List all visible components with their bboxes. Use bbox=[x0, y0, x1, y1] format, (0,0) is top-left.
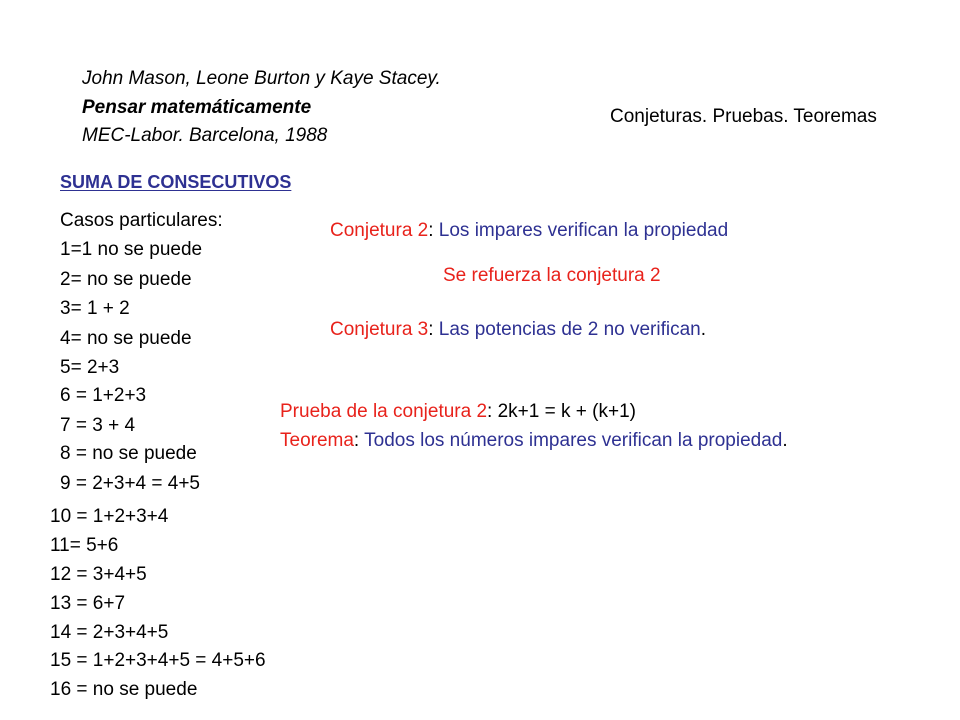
conjecture-2-label: Conjetura 2 bbox=[330, 220, 429, 241]
case-item: 5= 2+3 bbox=[60, 357, 120, 378]
proof-separator: : bbox=[487, 401, 498, 422]
proof-line bbox=[280, 402, 636, 421]
theorem-separator: : bbox=[353, 430, 365, 451]
case-item: 11= 5+6 bbox=[50, 535, 119, 556]
section-tag: Conjeturas. Pruebas. Teoremas bbox=[610, 106, 877, 127]
case-item: 9 = 2+3+4 = 4+5 bbox=[60, 473, 200, 494]
case-item: 3= 1 + 2 bbox=[60, 298, 130, 319]
case-item: 13 = 6+7 bbox=[50, 593, 126, 614]
conjecture-2 bbox=[330, 221, 728, 240]
conjecture-3 bbox=[330, 320, 706, 339]
case-item: 7 = 3 + 4 bbox=[60, 415, 136, 436]
case-item: 10 = 1+2+3+4 bbox=[50, 506, 169, 527]
proof-label: Prueba de la conjetura 2 bbox=[280, 401, 488, 422]
reinforce-note: Se refuerza la conjetura 2 bbox=[443, 265, 661, 286]
case-item: 2= no se puede bbox=[60, 269, 192, 290]
proof-formula: 2k+1 = k + (k+1) bbox=[497, 401, 636, 422]
case-item: 1=1 no se puede bbox=[60, 239, 203, 260]
theorem-text: Todos los números impares verifican la propiedad bbox=[364, 430, 783, 451]
case-item: 15 = 1+2+3+4+5 = 4+5+6 bbox=[50, 650, 266, 671]
theorem-label: Teorema bbox=[280, 430, 354, 451]
case-item: 12 = 3+4+5 bbox=[50, 564, 147, 585]
conjecture-3-label: Conjetura 3 bbox=[330, 319, 429, 340]
case-item: 14 = 2+3+4+5 bbox=[50, 622, 169, 643]
reference-publisher: MEC-Labor. Barcelona, 1988 bbox=[82, 125, 328, 146]
theorem-line bbox=[280, 431, 788, 450]
case-item: 8 = no se puede bbox=[60, 443, 197, 464]
reference-title: Pensar matemáticamente bbox=[82, 97, 312, 118]
conjecture-3-text: Las potencias de 2 no verifican bbox=[438, 319, 701, 340]
conjecture-3-end: . bbox=[700, 319, 707, 340]
conjecture-3-separator: : bbox=[428, 319, 439, 340]
reference-authors: John Mason, Leone Burton y Kaye Stacey. bbox=[82, 68, 441, 89]
case-item: 4= no se puede bbox=[60, 328, 192, 349]
cases-intro: Casos particulares: bbox=[60, 210, 223, 231]
conjecture-2-separator: : bbox=[428, 220, 439, 241]
case-item: 16 = no se puede bbox=[50, 679, 198, 700]
conjecture-2-text: Los impares verifican la propiedad bbox=[438, 220, 729, 241]
case-item: 6 = 1+2+3 bbox=[60, 385, 147, 406]
theorem-end: . bbox=[782, 430, 788, 451]
page-title: SUMA DE CONSECUTIVOS bbox=[60, 172, 292, 192]
